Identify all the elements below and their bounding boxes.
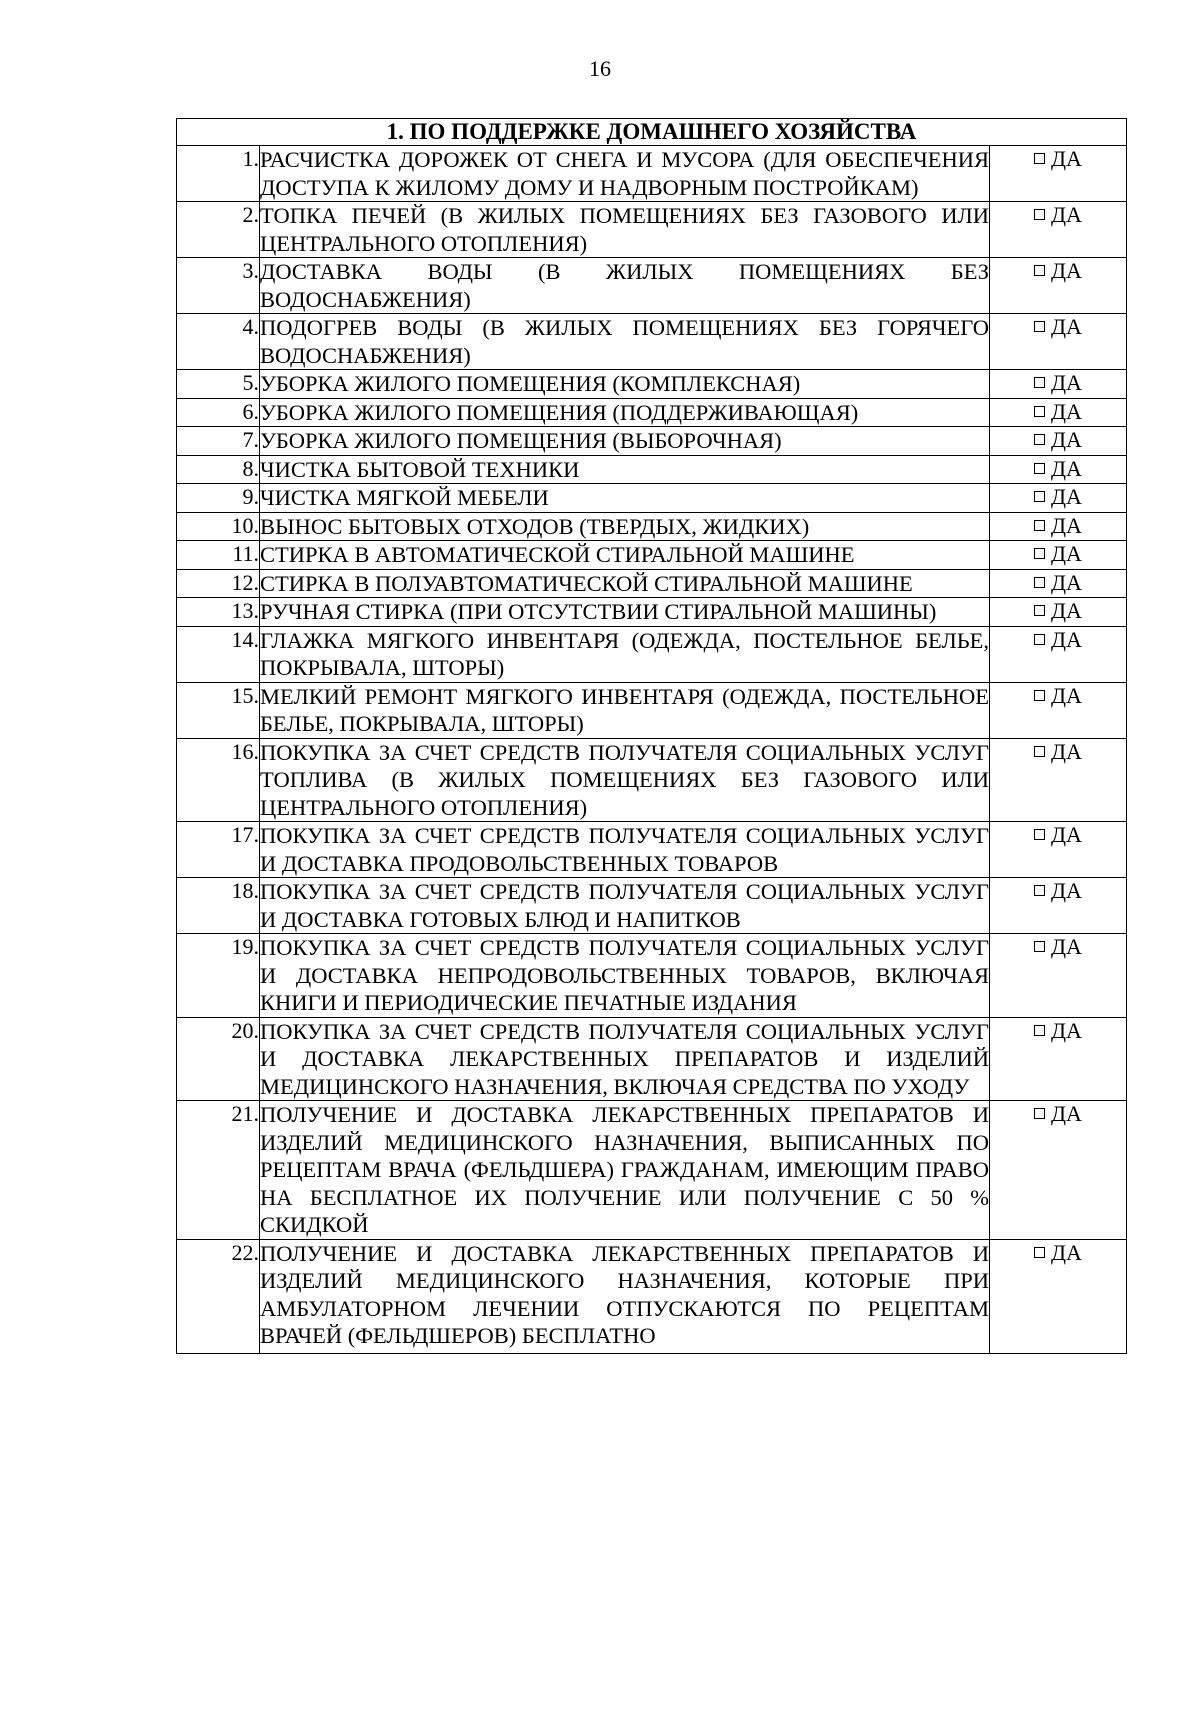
checkbox-icon[interactable] <box>1034 1025 1045 1036</box>
checkbox-label: ДА <box>1051 626 1082 652</box>
yes-checkbox-cell[interactable] <box>990 569 1127 598</box>
table-row <box>177 598 1127 627</box>
table-row <box>177 682 1127 738</box>
checkbox-icon[interactable] <box>1034 634 1045 645</box>
row-number: 3. <box>177 258 260 314</box>
yes-checkbox-cell[interactable] <box>990 484 1127 513</box>
table-row <box>177 512 1127 541</box>
row-number: 22. <box>177 1239 260 1353</box>
checkbox-label: ДА <box>1051 1017 1082 1043</box>
service-name: ПОКУПКА ЗА СЧЕТ СРЕДСТВ ПОЛУЧАТЕЛЯ СОЦИАЛЬНЫХ УСЛУГ И ДОСТАВКА ЛЕКАРСТВЕННЫХ ПРЕПАРАТОВ И ИЗДЕЛИЙ МЕДИЦИНСКОГО НАЗНАЧЕНИЯ, ВКЛЮЧАЯ СРЕДСТВА ПО УХОДУ <box>260 1018 989 1099</box>
checkbox-label: ДА <box>1051 1101 1082 1126</box>
checkbox-icon[interactable] <box>1034 491 1045 502</box>
checkbox-label: ДА <box>1051 427 1082 452</box>
checkbox-icon[interactable] <box>1034 605 1045 616</box>
checkbox-label: ДА <box>1051 314 1082 339</box>
services-table <box>176 118 1127 1354</box>
checkbox-icon[interactable] <box>1034 746 1045 757</box>
table-row <box>177 1017 1127 1101</box>
service-name: ГЛАЖКА МЯГКОГО ИНВЕНТАРЯ (ОДЕЖДА, ПОСТЕЛЬНОЕ БЕЛЬЕ, ПОКРЫВАЛА, ШТОРЫ) <box>260 627 989 680</box>
yes-checkbox-cell[interactable] <box>990 314 1127 370</box>
checkbox-icon[interactable] <box>1034 829 1045 840</box>
checkbox-icon[interactable] <box>1034 265 1045 276</box>
service-name: СТИРКА В АВТОМАТИЧЕСКОЙ СТИРАЛЬНОЙ МАШИНЕ <box>260 541 990 570</box>
checkbox-label: ДА <box>1051 146 1082 171</box>
table-row <box>177 738 1127 822</box>
service-name: ПОЛУЧЕНИЕ И ДОСТАВКА ЛЕКАРСТВЕННЫХ ПРЕПАРАТОВ И ИЗДЕЛИЙ МЕДИЦИНСКОГО НАЗНАЧЕНИЯ, КОТОРЫЕ ПРИ АМБУЛАТОРНОМ ЛЕЧЕНИИ ОТПУСКАЮТСЯ ПО РЕЦЕПТАМ ВРАЧЕЙ (ФЕЛЬДШЕРОВ) БЕСПЛАТНО <box>260 1239 990 1353</box>
checkbox-icon[interactable] <box>1034 434 1045 445</box>
yes-checkbox-cell[interactable] <box>990 1239 1127 1353</box>
checkbox-icon[interactable] <box>1034 548 1045 559</box>
service-name: РУЧНАЯ СТИРКА (ПРИ ОТСУТСТВИИ СТИРАЛЬНОЙ МАШИНЫ) <box>260 598 990 627</box>
section-header-row <box>177 119 1127 146</box>
yes-checkbox-cell[interactable] <box>990 822 1127 878</box>
yes-checkbox-cell[interactable] <box>990 934 1127 1018</box>
checkbox-icon[interactable] <box>1034 406 1045 417</box>
checkbox-label: ДА <box>1051 512 1082 538</box>
service-name: УБОРКА ЖИЛОГО ПОМЕЩЕНИЯ (ПОДДЕРЖИВАЮЩАЯ) <box>260 398 990 427</box>
checkbox-icon[interactable] <box>1034 209 1045 220</box>
checkbox-label: ДА <box>1051 1239 1082 1265</box>
checkbox-label: ДА <box>1051 258 1082 283</box>
checkbox-label: ДА <box>1051 370 1082 395</box>
row-number: 15. <box>177 682 260 738</box>
table-row <box>177 427 1127 456</box>
row-number: 18. <box>177 878 260 934</box>
table-row <box>177 398 1127 427</box>
row-number: 10. <box>177 512 260 541</box>
checkbox-icon[interactable] <box>1034 377 1045 388</box>
table-row <box>177 541 1127 570</box>
service-name: ЧИСТКА БЫТОВОЙ ТЕХНИКИ <box>260 455 990 484</box>
checkbox-label: ДА <box>1051 682 1082 708</box>
service-name: ВЫНОС БЫТОВЫХ ОТХОДОВ (ТВЕРДЫХ, ЖИДКИХ) <box>260 512 990 541</box>
service-name: ПОКУПКА ЗА СЧЕТ СРЕДСТВ ПОЛУЧАТЕЛЯ СОЦИАЛЬНЫХ УСЛУГ И ДОСТАВКА ПРОДОВОЛЬСТВЕННЫХ ТОВАРОВ <box>260 823 989 876</box>
checkbox-label: ДА <box>1051 455 1082 481</box>
service-name: ДОСТАВКА ВОДЫ (В ЖИЛЫХ ПОМЕЩЕНИЯХ БЕЗ ВОДОСНАБЖЕНИЯ) <box>260 259 989 312</box>
yes-checkbox-cell[interactable] <box>990 258 1127 314</box>
yes-checkbox-cell[interactable] <box>990 512 1127 541</box>
row-number: 17. <box>177 822 260 878</box>
table-row <box>177 484 1127 513</box>
row-number: 2. <box>177 202 260 258</box>
table-row <box>177 146 1127 202</box>
checkbox-icon[interactable] <box>1034 690 1045 701</box>
checkbox-label: ДА <box>1051 398 1082 424</box>
yes-checkbox-cell[interactable] <box>990 202 1127 258</box>
yes-checkbox-cell[interactable] <box>990 1017 1127 1101</box>
page-number: 16 <box>589 56 611 81</box>
checkbox-icon[interactable] <box>1034 1108 1045 1119</box>
checkbox-icon[interactable] <box>1034 1247 1045 1258</box>
checkbox-label: ДА <box>1051 878 1082 903</box>
checkbox-label: ДА <box>1051 569 1082 595</box>
row-number: 5. <box>177 370 260 399</box>
checkbox-label: ДА <box>1051 934 1082 959</box>
table-row <box>177 934 1127 1018</box>
row-number: 7. <box>177 427 260 456</box>
service-name: УБОРКА ЖИЛОГО ПОМЕЩЕНИЯ (ВЫБОРОЧНАЯ) <box>260 427 990 456</box>
checkbox-label: ДА <box>1051 598 1082 623</box>
table-row <box>177 626 1127 682</box>
checkbox-label: ДА <box>1051 738 1082 764</box>
table-row <box>177 258 1127 314</box>
yes-checkbox-cell[interactable] <box>990 541 1127 570</box>
checkbox-label: ДА <box>1051 202 1082 227</box>
yes-checkbox-cell[interactable] <box>990 370 1127 399</box>
row-number: 14. <box>177 626 260 682</box>
row-number: 19. <box>177 934 260 1018</box>
row-number: 20. <box>177 1017 260 1101</box>
yes-checkbox-cell[interactable] <box>990 455 1127 484</box>
yes-checkbox-cell[interactable] <box>990 1101 1127 1240</box>
table-row <box>177 314 1127 370</box>
service-name: РАСЧИСТКА ДОРОЖЕК ОТ СНЕГА И МУСОРА (ДЛЯ ОБЕСПЕЧЕНИЯ ДОСТУПА К ЖИЛОМУ ДОМУ И НАДВОРНЫМ ПОСТРОЙКАМ) <box>260 147 989 200</box>
service-name: ПОКУПКА ЗА СЧЕТ СРЕДСТВ ПОЛУЧАТЕЛЯ СОЦИАЛЬНЫХ УСЛУГ ТОПЛИВА (В ЖИЛЫХ ПОМЕЩЕНИЯХ БЕЗ ГАЗОВОГО ИЛИ ЦЕНТРАЛЬНОГО ОТОПЛЕНИЯ) <box>260 739 989 820</box>
table-row <box>177 1239 1127 1353</box>
checkbox-icon[interactable] <box>1034 321 1045 332</box>
row-number: 4. <box>177 314 260 370</box>
table-row <box>177 569 1127 598</box>
service-name: СТИРКА В ПОЛУАВТОМАТИЧЕСКОЙ СТИРАЛЬНОЙ МАШИНЕ <box>260 569 990 598</box>
checkbox-label: ДА <box>1051 822 1082 847</box>
service-name: ТОПКА ПЕЧЕЙ (В ЖИЛЫХ ПОМЕЩЕНИЯХ БЕЗ ГАЗОВОГО ИЛИ ЦЕНТРАЛЬНОГО ОТОПЛЕНИЯ) <box>260 203 989 256</box>
services-table-body <box>177 119 1127 1354</box>
checkbox-icon[interactable] <box>1034 153 1045 164</box>
checkbox-label: ДА <box>1051 484 1082 509</box>
row-number: 9. <box>177 484 260 513</box>
service-name: УБОРКА ЖИЛОГО ПОМЕЩЕНИЯ (КОМПЛЕКСНАЯ) <box>260 370 990 399</box>
service-name: МЕЛКИЙ РЕМОНТ МЯГКОГО ИНВЕНТАРЯ (ОДЕЖДА, ПОСТЕЛЬНОЕ БЕЛЬЕ, ПОКРЫВАЛА, ШТОРЫ) <box>260 683 989 736</box>
section-title: 1. ПО ПОДДЕРЖКЕ ДОМАШНЕГО ХОЗЯЙСТВА <box>177 119 1127 146</box>
yes-checkbox-cell[interactable] <box>990 682 1127 738</box>
service-name: ПОЛУЧЕНИЕ И ДОСТАВКА ЛЕКАРСТВЕННЫХ ПРЕПАРАТОВ И ИЗДЕЛИЙ МЕДИЦИНСКОГО НАЗНАЧЕНИЯ, ВЫПИСАННЫХ ПО РЕЦЕПТАМ ВРАЧА (ФЕЛЬДШЕРА) ГРАЖДАНАМ, ИМЕЮЩИМ ПРАВО НА БЕСПЛАТНОЕ ИХ ПОЛУЧЕНИЕ ИЛИ ПОЛУЧЕНИЕ С 50 % СКИДКОЙ <box>260 1102 989 1237</box>
table-row <box>177 878 1127 934</box>
row-number: 11. <box>177 541 260 570</box>
row-number: 1. <box>177 146 260 202</box>
checkbox-icon[interactable] <box>1034 885 1045 896</box>
row-number: 16. <box>177 738 260 822</box>
service-name: ПОКУПКА ЗА СЧЕТ СРЕДСТВ ПОЛУЧАТЕЛЯ СОЦИАЛЬНЫХ УСЛУГ И ДОСТАВКА ГОТОВЫХ БЛЮД И НАПИТКОВ <box>260 879 989 932</box>
table-row <box>177 1101 1127 1240</box>
checkbox-icon[interactable] <box>1034 520 1045 531</box>
checkbox-label: ДА <box>1051 541 1082 566</box>
yes-checkbox-cell[interactable] <box>990 626 1127 682</box>
yes-checkbox-cell[interactable] <box>990 398 1127 427</box>
table-row <box>177 202 1127 258</box>
checkbox-icon[interactable] <box>1034 941 1045 952</box>
yes-checkbox-cell[interactable] <box>990 878 1127 934</box>
service-name: ПОДОГРЕВ ВОДЫ (В ЖИЛЫХ ПОМЕЩЕНИЯХ БЕЗ ГОРЯЧЕГО ВОДОСНАБЖЕНИЯ) <box>260 315 989 368</box>
yes-checkbox-cell[interactable] <box>990 146 1127 202</box>
table-row <box>177 370 1127 399</box>
row-number: 12. <box>177 569 260 598</box>
row-number: 6. <box>177 398 260 427</box>
yes-checkbox-cell[interactable] <box>990 427 1127 456</box>
yes-checkbox-cell[interactable] <box>990 598 1127 627</box>
checkbox-icon[interactable] <box>1034 577 1045 588</box>
row-number: 8. <box>177 455 260 484</box>
table-row <box>177 822 1127 878</box>
row-number: 21. <box>177 1101 260 1240</box>
row-number: 13. <box>177 598 260 627</box>
yes-checkbox-cell[interactable] <box>990 738 1127 822</box>
service-name: ПОКУПКА ЗА СЧЕТ СРЕДСТВ ПОЛУЧАТЕЛЯ СОЦИАЛЬНЫХ УСЛУГ И ДОСТАВКА НЕПРОДОВОЛЬСТВЕННЫХ ТОВАРОВ, ВКЛЮЧАЯ КНИГИ И ПЕРИОДИЧЕСКИЕ ПЕЧАТНЫЕ ИЗДАНИЯ <box>260 935 989 1015</box>
table-row <box>177 455 1127 484</box>
checkbox-icon[interactable] <box>1034 463 1045 474</box>
service-name: ЧИСТКА МЯГКОЙ МЕБЕЛИ <box>260 484 990 513</box>
